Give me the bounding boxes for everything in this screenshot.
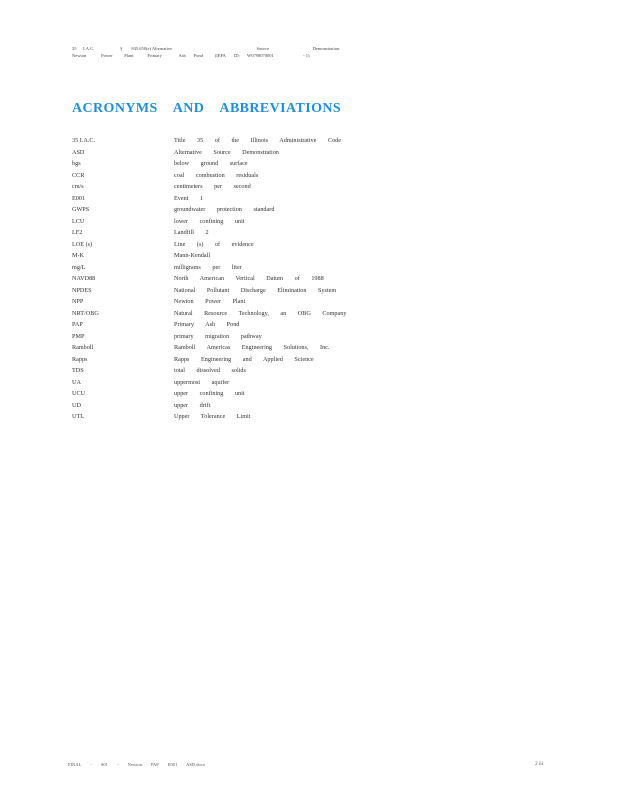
acronym-row	[72, 342, 382, 354]
header-text: - 1)	[303, 53, 310, 58]
acronym-row	[72, 181, 382, 193]
acronym-row	[72, 296, 382, 308]
header-text: (IEPA	[214, 53, 226, 58]
acronym-definition: uppermost aquifer	[174, 378, 230, 386]
acronym-row	[72, 400, 382, 412]
acronym-definition: Alternative Source Demonstration	[174, 148, 279, 156]
acronym-abbreviation: NPDES	[72, 286, 92, 294]
acronym-row	[72, 273, 382, 285]
acronym-abbreviation: LF2	[72, 229, 83, 237]
acronym-abbreviation: ASD	[72, 148, 85, 156]
acronym-table	[72, 135, 382, 423]
header-text: Primary	[147, 53, 162, 58]
acronym-abbreviation: mg/L	[72, 263, 86, 271]
acronym-definition: total dissolved solids	[174, 367, 246, 375]
header-text: Demonstration	[312, 46, 340, 51]
acronym-abbreviation: 35 I.A.C.	[72, 137, 96, 145]
acronym-abbreviation: bgs	[72, 160, 81, 168]
acronym-abbreviation: E001	[72, 194, 86, 202]
acronym-definition: below ground surface	[174, 160, 248, 168]
acronym-row	[72, 135, 382, 147]
acronym-row	[72, 331, 382, 343]
header-text: Pond	[193, 53, 203, 58]
acronym-row	[72, 250, 382, 262]
acronym-abbreviation: M-K	[72, 252, 85, 260]
acronym-definition: upper drift	[174, 401, 211, 409]
acronym-abbreviation: CCR	[72, 171, 85, 179]
section-title: ACRONYMS AND ABBREVIATIONS	[72, 101, 342, 116]
header-text: ID:	[233, 53, 240, 58]
page-header	[72, 45, 542, 59]
header-text: W0798070001	[247, 53, 274, 58]
acronym-row	[72, 158, 382, 170]
acronym-definition: primary migration pathway	[174, 332, 262, 340]
acronym-abbreviation: NPP	[72, 298, 84, 306]
acronym-row	[72, 170, 382, 182]
acronym-abbreviation: UA	[72, 378, 81, 386]
header-text: I.A.C.	[83, 46, 95, 51]
acronym-definition: Mann-Kendall	[174, 252, 211, 260]
acronym-definition: Primary Ash Pond	[174, 321, 240, 329]
acronym-row	[72, 204, 382, 216]
acronym-definition: Rapps Engineering and Applied Science	[174, 355, 314, 363]
acronym-row	[72, 365, 382, 377]
acronym-definition: centimeters per second	[174, 183, 251, 191]
acronym-row	[72, 377, 382, 389]
acronym-abbreviation: Rapps	[72, 355, 88, 363]
acronym-definition: Natural Resource Technology, an OBG Company	[174, 309, 347, 317]
header-text: Ash	[178, 53, 186, 58]
header-text: Newton	[72, 53, 87, 58]
acronym-definition: groundwater protection standard	[174, 206, 275, 214]
header-text: 845.650(e) Alternative	[131, 46, 173, 51]
footer-filename: FINAL - S01 - Newton PAP E001 ASD.docx	[68, 762, 206, 767]
acronym-row	[72, 193, 382, 205]
acronym-definition: Event 1	[174, 194, 204, 202]
header-text: §	[120, 46, 123, 51]
acronym-row	[72, 147, 382, 159]
acronym-definition: Title 35 of the Illinois Administrative Code	[174, 137, 342, 145]
acronym-abbreviation: UTL	[72, 413, 85, 421]
header-line-1	[72, 45, 542, 52]
acronym-row	[72, 216, 382, 228]
acronym-definition: coal combustion residuals	[174, 171, 259, 179]
acronym-definition: upper confining unit	[174, 390, 245, 398]
acronym-row	[72, 411, 382, 423]
acronym-abbreviation: GWPS	[72, 206, 90, 214]
acronym-abbreviation: PMP	[72, 332, 85, 340]
acronym-abbreviation: Ramboll	[72, 344, 94, 352]
acronym-row	[72, 308, 382, 320]
acronym-abbreviation: LOE (s)	[72, 240, 93, 248]
acronym-row	[72, 285, 382, 297]
acronym-row	[72, 388, 382, 400]
acronym-abbreviation: NAVD88	[72, 275, 96, 283]
acronym-abbreviation: UD	[72, 401, 81, 409]
acronym-abbreviation: NRT/OBG	[72, 309, 99, 317]
header-text: Power	[101, 53, 113, 58]
acronym-row	[72, 319, 382, 331]
acronym-definition: North American Vertical Datum of 1988	[174, 275, 324, 283]
acronym-definition: milligrams per liter	[174, 263, 242, 271]
acronym-abbreviation: UCU	[72, 390, 86, 398]
header-text: Plant	[124, 53, 134, 58]
page-number: 2 iii	[535, 762, 543, 767]
header-text: Source	[256, 46, 269, 51]
acronym-row	[72, 227, 382, 239]
acronym-definition: Ramboll Americas Engineering Solutions, Inc.	[174, 344, 330, 352]
acronym-definition: National Pollutant Discharge Elimination System	[174, 286, 337, 294]
acronym-abbreviation: cm/s	[72, 183, 84, 191]
acronym-definition: Upper Tolerance Limit	[174, 413, 251, 421]
header-text: 35	[72, 46, 77, 51]
acronym-definition: Newton Power Plant	[174, 298, 246, 306]
acronym-row	[72, 262, 382, 274]
acronym-definition: lower confining unit	[174, 217, 245, 225]
acronym-abbreviation: PAP	[72, 321, 83, 329]
acronym-abbreviation: LCU	[72, 217, 85, 225]
acronym-definition: Landfill 2	[174, 229, 209, 237]
acronym-row	[72, 239, 382, 251]
acronym-abbreviation: TDS	[72, 367, 84, 375]
header-line-2	[72, 52, 542, 59]
acronym-definition: Line (s) of evidence	[174, 240, 254, 248]
acronym-row	[72, 354, 382, 366]
